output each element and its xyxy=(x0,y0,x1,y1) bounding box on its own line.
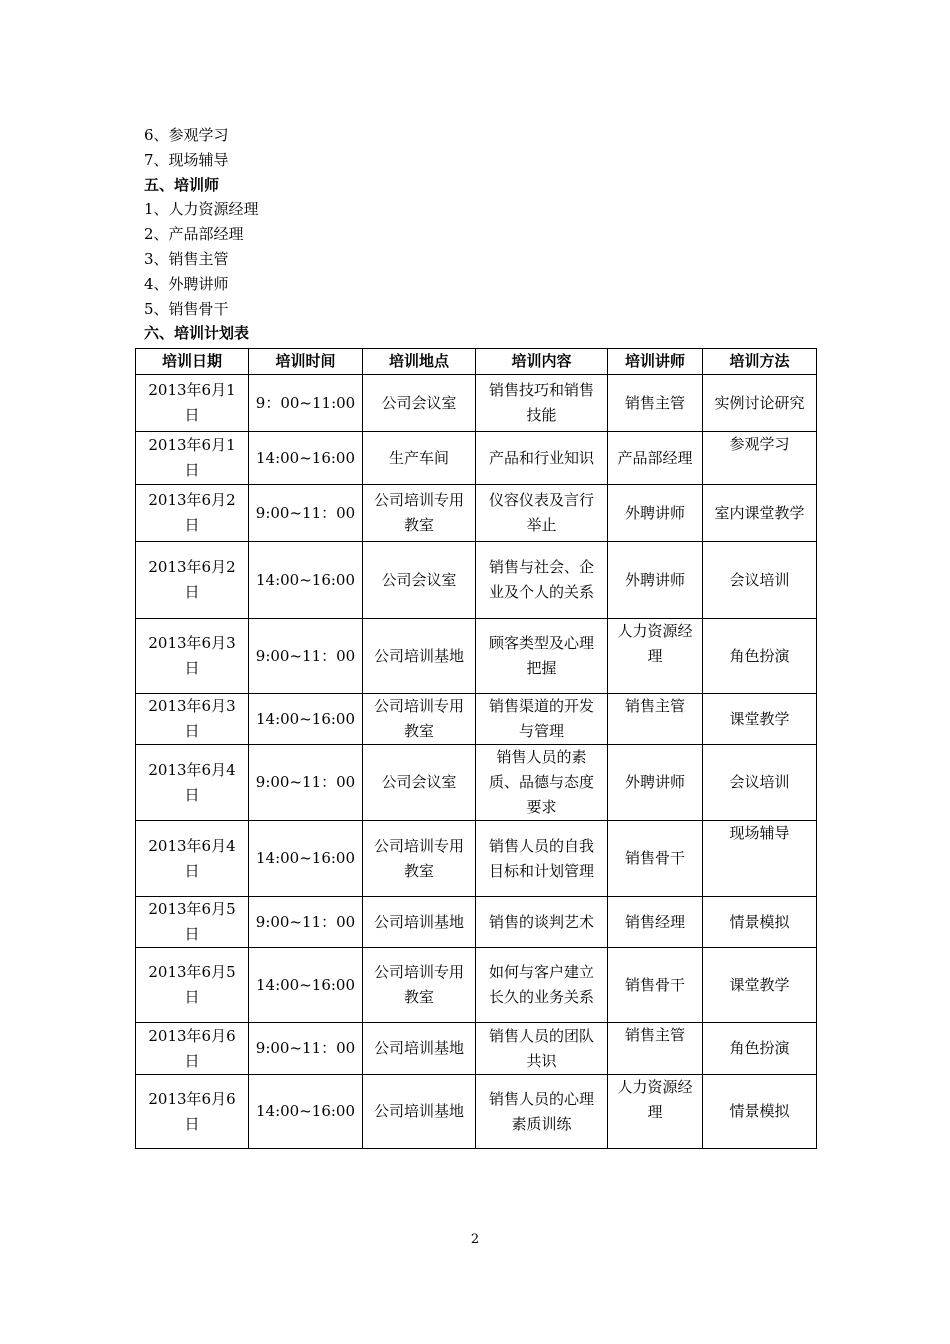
list-item: 2、产品部经理 xyxy=(144,225,244,244)
cell-content: 仪容仪表及言行举止 xyxy=(476,485,608,542)
cell-time: 14:00~16:00 xyxy=(249,694,363,745)
cell-location: 公司会议室 xyxy=(363,745,476,821)
header-method: 培训方法 xyxy=(703,349,817,375)
table-row xyxy=(136,619,817,694)
cell-date: 2013年6月4日 xyxy=(136,745,249,821)
cell-trainer: 外聘讲师 xyxy=(608,745,703,821)
cell-method: 会议培训 xyxy=(703,542,817,619)
cell-date: 2013年6月3日 xyxy=(136,619,249,694)
cell-content: 销售人员的团队共识 xyxy=(476,1023,608,1075)
cell-time: 9:00~11：00 xyxy=(249,485,363,542)
cell-trainer: 销售骨干 xyxy=(608,821,703,897)
table-row xyxy=(136,694,817,745)
cell-method: 实例讨论研究 xyxy=(703,375,817,432)
cell-time: 9:00~11：00 xyxy=(249,745,363,821)
cell-trainer: 销售主管 xyxy=(608,1023,703,1075)
cell-location: 公司培训基地 xyxy=(363,619,476,694)
cell-method: 角色扮演 xyxy=(703,619,817,694)
cell-method: 情景模拟 xyxy=(703,897,817,948)
list-item: 7、现场辅导 xyxy=(144,150,229,169)
table-row xyxy=(136,897,817,948)
cell-method: 会议培训 xyxy=(703,745,817,821)
cell-time: 9:00~11：00 xyxy=(249,897,363,948)
cell-time: 9:00~11：00 xyxy=(249,619,363,694)
cell-location: 公司培训专用教室 xyxy=(363,485,476,542)
cell-date: 2013年6月3日 xyxy=(136,694,249,745)
cell-trainer: 销售主管 xyxy=(608,375,703,432)
cell-time: 14:00~16:00 xyxy=(249,948,363,1023)
cell-trainer: 人力资源经理 xyxy=(608,619,703,694)
table-row xyxy=(136,745,817,821)
header-date: 培训日期 xyxy=(136,349,249,375)
cell-content: 销售人员的自我目标和计划管理 xyxy=(476,821,608,897)
training-plan-table xyxy=(135,348,817,1149)
table-row xyxy=(136,485,817,542)
cell-date: 2013年6月1日 xyxy=(136,375,249,432)
cell-location: 公司会议室 xyxy=(363,375,476,432)
cell-trainer: 产品部经理 xyxy=(608,432,703,485)
cell-method: 室内课堂教学 xyxy=(703,485,817,542)
section-heading: 五、培训师 xyxy=(144,175,220,194)
cell-location: 公司培训专用教室 xyxy=(363,694,476,745)
cell-content: 如何与客户建立长久的业务关系 xyxy=(476,948,608,1023)
cell-content: 产品和行业知识 xyxy=(476,432,608,485)
cell-date: 2013年6月5日 xyxy=(136,897,249,948)
table-row xyxy=(136,375,817,432)
cell-date: 2013年6月2日 xyxy=(136,485,249,542)
cell-time: 14:00~16:00 xyxy=(249,432,363,485)
cell-content: 销售与社会、企业及个人的关系 xyxy=(476,542,608,619)
header-time: 培训时间 xyxy=(249,349,363,375)
cell-content: 销售人员的心理素质训练 xyxy=(476,1075,608,1149)
header-trainer: 培训讲师 xyxy=(608,349,703,375)
cell-time: 14:00~16:00 xyxy=(249,542,363,619)
cell-content: 顾客类型及心理把握 xyxy=(476,619,608,694)
cell-location: 公司培训基地 xyxy=(363,1075,476,1149)
cell-location: 公司培训基地 xyxy=(363,897,476,948)
cell-trainer: 外聘讲师 xyxy=(608,485,703,542)
cell-location: 公司培训专用教室 xyxy=(363,948,476,1023)
list-item: 4、外聘讲师 xyxy=(144,274,229,293)
cell-method: 现场辅导 xyxy=(703,821,817,897)
cell-date: 2013年6月6日 xyxy=(136,1075,249,1149)
table-row xyxy=(136,432,817,485)
cell-location: 公司会议室 xyxy=(363,542,476,619)
cell-date: 2013年6月6日 xyxy=(136,1023,249,1075)
cell-method: 课堂教学 xyxy=(703,948,817,1023)
cell-trainer: 人力资源经理 xyxy=(608,1075,703,1149)
cell-date: 2013年6月2日 xyxy=(136,542,249,619)
cell-location: 公司培训基地 xyxy=(363,1023,476,1075)
table-row xyxy=(136,1075,817,1149)
cell-date: 2013年6月1日 xyxy=(136,432,249,485)
cell-trainer: 外聘讲师 xyxy=(608,542,703,619)
cell-trainer: 销售经理 xyxy=(608,897,703,948)
list-item: 5、销售骨干 xyxy=(144,299,229,318)
page-number: 2 xyxy=(470,1232,480,1247)
cell-date: 2013年6月5日 xyxy=(136,948,249,1023)
table-row xyxy=(136,821,817,897)
cell-content: 销售的谈判艺术 xyxy=(476,897,608,948)
cell-trainer: 销售主管 xyxy=(608,694,703,745)
cell-method: 情景模拟 xyxy=(703,1075,817,1149)
cell-time: 14:00~16:00 xyxy=(249,1075,363,1149)
cell-method: 课堂教学 xyxy=(703,694,817,745)
cell-location: 公司培训专用教室 xyxy=(363,821,476,897)
cell-date: 2013年6月4日 xyxy=(136,821,249,897)
table-row xyxy=(136,542,817,619)
header-content: 培训内容 xyxy=(476,349,608,375)
table-row xyxy=(136,948,817,1023)
cell-content: 销售技巧和销售技能 xyxy=(476,375,608,432)
table-row xyxy=(136,1023,817,1075)
table-header-row xyxy=(136,349,817,375)
header-location: 培训地点 xyxy=(363,349,476,375)
outline-list xyxy=(144,123,824,346)
cell-time: 9:00~11：00 xyxy=(249,1023,363,1075)
cell-time: 9：00~11:00 xyxy=(249,375,363,432)
cell-time: 14:00~16:00 xyxy=(249,821,363,897)
cell-content: 销售渠道的开发与管理 xyxy=(476,694,608,745)
cell-trainer: 销售骨干 xyxy=(608,948,703,1023)
list-item: 3、销售主管 xyxy=(144,249,229,268)
section-heading: 六、培训计划表 xyxy=(144,324,250,343)
list-item: 6、参观学习 xyxy=(144,126,229,144)
list-item: 1、人力资源经理 xyxy=(144,200,259,219)
cell-method: 角色扮演 xyxy=(703,1023,817,1075)
cell-content: 销售人员的素质、品德与态度要求 xyxy=(476,745,608,821)
cell-method: 参观学习 xyxy=(703,432,817,485)
cell-location: 生产车间 xyxy=(363,432,476,485)
